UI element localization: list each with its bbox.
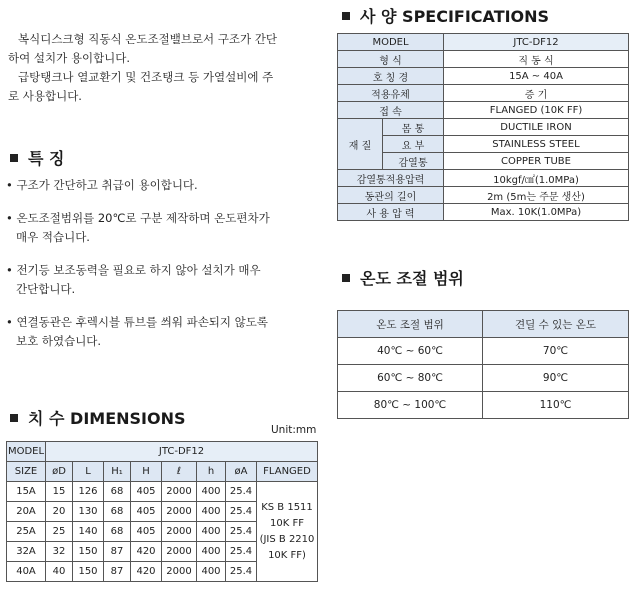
table-cell: 25.4 [226, 562, 257, 582]
table-row [338, 170, 629, 187]
table-cell: 2000 [162, 502, 197, 522]
spec-label: 감열통 [383, 153, 444, 170]
flanged-line: KS B 1511 [261, 501, 313, 513]
features-heading [10, 146, 64, 169]
col-header: øD [46, 462, 73, 482]
table-header-row [7, 462, 318, 482]
dimensions-heading [10, 406, 186, 429]
temp-range: 40℃ ~ 60℃ [338, 338, 483, 365]
col-header: FLANGED [257, 462, 318, 482]
intro-text [8, 30, 308, 106]
feature-item [6, 176, 306, 195]
spec-value: COPPER TUBE [444, 153, 629, 170]
table-cell: 20A [7, 502, 46, 522]
spec-label: 몸 통 [383, 119, 444, 136]
table-cell: 25 [46, 522, 73, 542]
col-header: ℓ [162, 462, 197, 482]
table-cell: 150 [73, 562, 104, 582]
table-cell: 400 [197, 542, 226, 562]
square-bullet-icon [10, 414, 18, 422]
table-row [338, 187, 629, 204]
table-cell: 405 [131, 482, 162, 502]
table-cell: 150 [73, 542, 104, 562]
features-list [6, 176, 306, 351]
spec-model-label: MODEL [338, 34, 444, 51]
col-header: L [73, 462, 104, 482]
table-cell: 140 [73, 522, 104, 542]
table-cell: 15 [46, 482, 73, 502]
material-label: 재 질 [338, 119, 383, 170]
temp-max: 110℃ [483, 392, 629, 419]
table-cell: 130 [73, 502, 104, 522]
spec-label: 사 용 압 력 [338, 204, 444, 221]
col-header: H₁ [104, 462, 131, 482]
temp-range: 60℃ ~ 80℃ [338, 365, 483, 392]
col-header: H [131, 462, 162, 482]
table-cell: 400 [197, 482, 226, 502]
flanged-line: 10K FF) [268, 549, 306, 561]
col-header: 온도 조절 범위 [338, 311, 483, 338]
unit-label: Unit:mm [271, 424, 317, 436]
table-row [338, 119, 629, 136]
square-bullet-icon [10, 154, 18, 162]
intro-line-4: 로 사용합니다. [8, 89, 82, 103]
spec-label: 호 칭 경 [338, 68, 444, 85]
table-row [338, 102, 629, 119]
table-cell: 87 [104, 562, 131, 582]
table-cell: 405 [131, 522, 162, 542]
col-header: 견딜 수 있는 온도 [483, 311, 629, 338]
table-cell: 40 [46, 562, 73, 582]
table-row [338, 392, 629, 419]
temp-max: 90℃ [483, 365, 629, 392]
table-cell: 68 [104, 482, 131, 502]
specifications-heading [342, 4, 549, 27]
table-cell: 400 [197, 562, 226, 582]
col-header: øA [226, 462, 257, 482]
table-row [338, 204, 629, 221]
square-bullet-icon [342, 12, 350, 20]
spec-value: FLANGED (10K FF) [444, 102, 629, 119]
col-header: h [197, 462, 226, 482]
model-label: MODEL [7, 442, 46, 462]
specifications-table [337, 33, 629, 221]
spec-model-value: JTC-DF12 [444, 34, 629, 51]
flanged-standard [257, 482, 318, 582]
specifications-heading-text: 사 양 SPECIFICATIONS [360, 7, 550, 26]
feature-line: • 온도조절범위를 20℃로 구분 제작하며 온도편차가 [6, 211, 270, 225]
table-cell: 20 [46, 502, 73, 522]
table-row [338, 338, 629, 365]
feature-item [6, 313, 306, 351]
table-cell: 2000 [162, 482, 197, 502]
spec-value: STAINLESS STEEL [444, 136, 629, 153]
spec-value: 증 기 [444, 85, 629, 102]
table-cell: 15A [7, 482, 46, 502]
table-row [338, 68, 629, 85]
flanged-line: (JIS B 2210 [259, 533, 315, 545]
spec-label: 동관의 길이 [338, 187, 444, 204]
spec-label: 적용유체 [338, 85, 444, 102]
feature-line: 간단합니다. [16, 282, 76, 296]
feature-item [6, 261, 306, 299]
feature-item [6, 209, 306, 247]
feature-line: • 연결동관은 후렉시블 튜브를 씌워 파손되지 않도록 [6, 315, 269, 329]
flanged-line: 10K FF [270, 517, 304, 529]
table-cell: 68 [104, 522, 131, 542]
intro-line-3: 급탕탱크나 열교환기 및 건조탱크 등 가열설비에 주 [18, 70, 274, 84]
table-cell: 32 [46, 542, 73, 562]
table-cell: 420 [131, 542, 162, 562]
table-cell: 32A [7, 542, 46, 562]
table-cell: 2000 [162, 562, 197, 582]
table-cell: 40A [7, 562, 46, 582]
temperature-heading-text: 온도 조절 범위 [360, 269, 464, 288]
table-cell: 2000 [162, 542, 197, 562]
table-cell: 25.4 [226, 502, 257, 522]
intro-line-2: 하여 설치가 용이합니다. [8, 51, 131, 65]
feature-line: • 구조가 간단하고 취급이 용이합니다. [6, 178, 198, 192]
spec-label: 접 속 [338, 102, 444, 119]
feature-line: 매우 적습니다. [16, 230, 90, 244]
table-row [7, 482, 318, 502]
table-cell: 25.4 [226, 542, 257, 562]
feature-line: • 전기등 보조동력을 필요로 하지 않아 설치가 매우 [6, 263, 261, 277]
spec-value: Max. 10K(1.0MPa) [444, 204, 629, 221]
table-cell: 25.4 [226, 522, 257, 542]
table-cell: 25A [7, 522, 46, 542]
table-cell: 400 [197, 522, 226, 542]
feature-line: 보호 하였습니다. [16, 334, 102, 348]
table-cell: 405 [131, 502, 162, 522]
model-value: JTC-DF12 [46, 442, 318, 462]
temperature-table [337, 310, 629, 419]
spec-value: 15A ~ 40A [444, 68, 629, 85]
table-row [338, 51, 629, 68]
table-header-row [338, 311, 629, 338]
table-row [338, 85, 629, 102]
spec-label: 요 부 [383, 136, 444, 153]
table-cell: 400 [197, 502, 226, 522]
spec-label: 감열통적용압력 [338, 170, 444, 187]
temp-range: 80℃ ~ 100℃ [338, 392, 483, 419]
table-cell: 68 [104, 502, 131, 522]
col-header: SIZE [7, 462, 46, 482]
square-bullet-icon [342, 274, 350, 282]
intro-line-1: 복식디스크형 직동식 온도조절밸브로서 구조가 간단 [18, 32, 278, 46]
dimensions-heading-text: 치 수 DIMENSIONS [28, 409, 186, 428]
spec-value: 2m (5m는 주문 생산) [444, 187, 629, 204]
spec-value: 10kgf/㎠(1.0MPa) [444, 170, 629, 187]
dimensions-table [6, 441, 318, 582]
features-heading-text: 특 징 [28, 149, 65, 168]
temperature-heading [342, 266, 464, 289]
table-row [338, 365, 629, 392]
temp-max: 70℃ [483, 338, 629, 365]
table-cell: 420 [131, 562, 162, 582]
table-cell: 25.4 [226, 482, 257, 502]
spec-value: DUCTILE IRON [444, 119, 629, 136]
table-cell: 126 [73, 482, 104, 502]
spec-label: 형 식 [338, 51, 444, 68]
spec-value: 직 동 식 [444, 51, 629, 68]
table-cell: 2000 [162, 522, 197, 542]
table-cell: 87 [104, 542, 131, 562]
